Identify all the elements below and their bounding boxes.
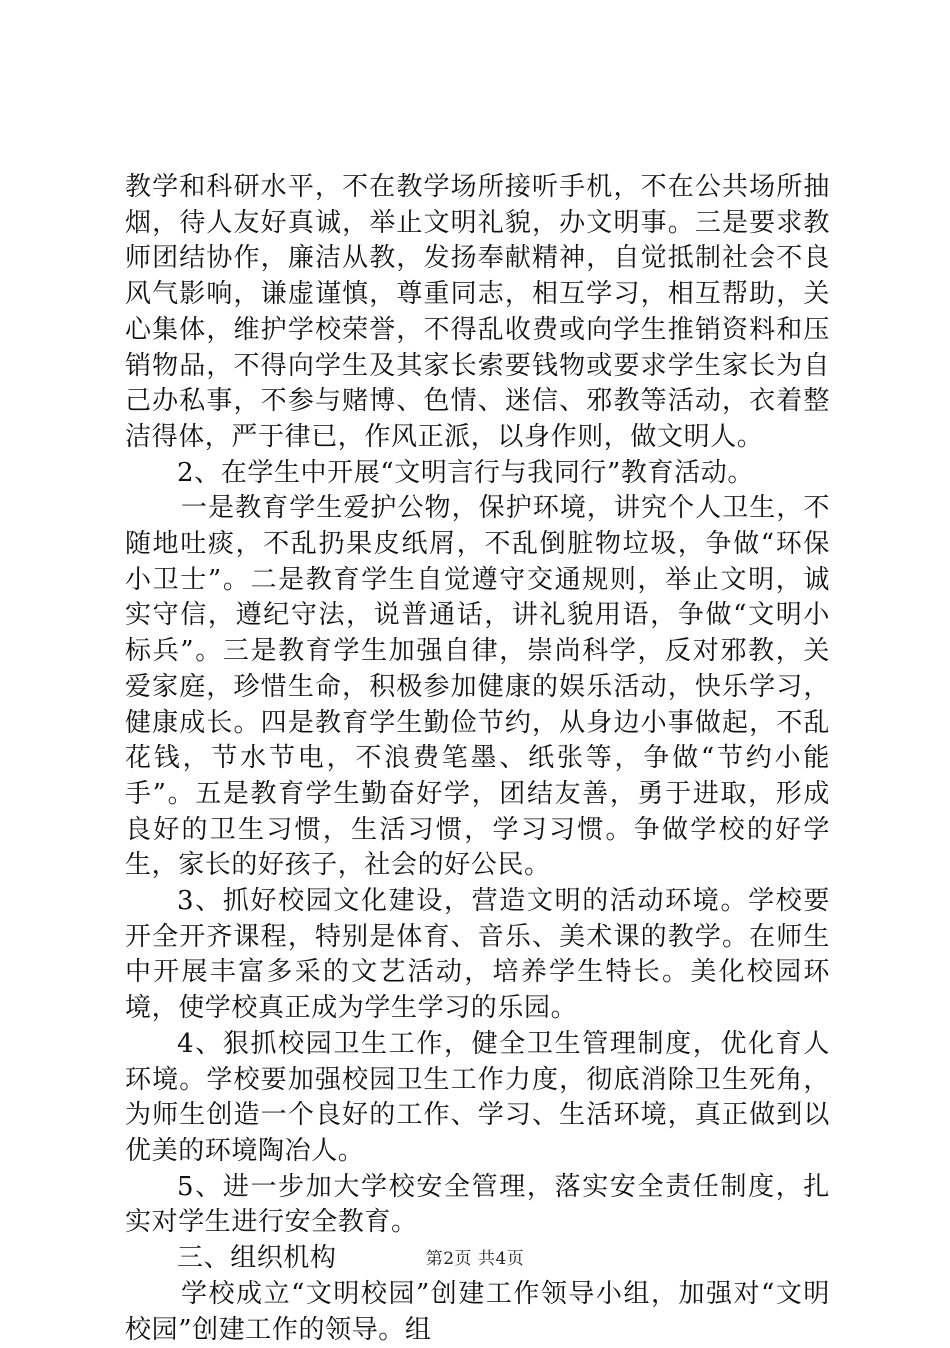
paragraph-organization-intro: 学校成立“文明校园”创建工作领导小组，加强对“文明校园”创建工作的领导。组 <box>125 1278 830 1345</box>
paragraph-item-3: 3、抓好校园文化建设，营造文明的活动环境。学校要开全开齐课程，特别是体育、音乐、美术课的教学。在师生中开展丰富多采的文艺活动，培养学生特长。美化校园环境，使学校真正成为学生学习的乐园。 <box>125 886 830 1024</box>
paragraph-teacher-requirements: 教学和科研水平，不在教学场所接听手机，不在公共场所抽烟，待人友好真诚，举止文明礼貌，办文明事。三是要求教师团结协作，廉洁从教，发扬奉献精神，自觉抵制社会不良风气影响，谦虚谨慎，尊重同志，相互学习，相互帮助，关心集体，维护学校荣誉，不得乱收费或向学生推销资料和压销物品，不得向学生及其家长索要钱物或要求学生家长为自己办私事，不参与赌博、色情、迷信、邪教等活动，衣着整洁得体，严于律已，作风正派，以身作则，做文明人。 <box>125 172 830 452</box>
paragraph-student-education: 一是教育学生爱护公物，保护环境，讲究个人卫生，不随地吐痰，不乱扔果皮纸屑，不乱倒脏物垃圾，争做“环保小卫士”。二是教育学生自觉遵守交通规则，举止文明，诚实守信，遵纪守法，说普通话，讲礼貌用语，争做“文明小标兵”。三是教育学生加强自律，崇尚科学，反对邪教，关爱家庭，珍惜生命，积极参加健康的娱乐活动，快乐学习，健康成长。四是教育学生勤俭节约，从身边小事做起，不乱花钱，节水节电，不浪费笔墨、纸张等，争做“节约小能手”。五是教育学生勤奋好学，团结友善，勇于进取，形成良好的卫生习惯，生活习惯，学习习惯。争做学校的好学生，家长的好孩子，社会的好公民。 <box>125 493 830 881</box>
page-number-footer: 第2页 共4页 <box>425 1249 525 1269</box>
paragraph-item-2-heading: 2、在学生中开展“文明言行与我同行”教育活动。 <box>177 457 754 488</box>
document-body <box>125 170 830 1348</box>
paragraph-item-4: 4、狠抓校园卫生工作，健全卫生管理制度，优化育人环境。学校要加强校园卫生工作力度，彻底消除卫生死角，为师生创造一个良好的工作、学习、生活环境，真正做到以优美的环境陶冶人。 <box>125 1028 830 1166</box>
section-heading-organization: 三、组织机构 <box>177 1243 337 1274</box>
paragraph-item-5: 5、进一步加大学校安全管理，落实安全责任制度，扎实对学生进行安全教育。 <box>125 1171 830 1238</box>
